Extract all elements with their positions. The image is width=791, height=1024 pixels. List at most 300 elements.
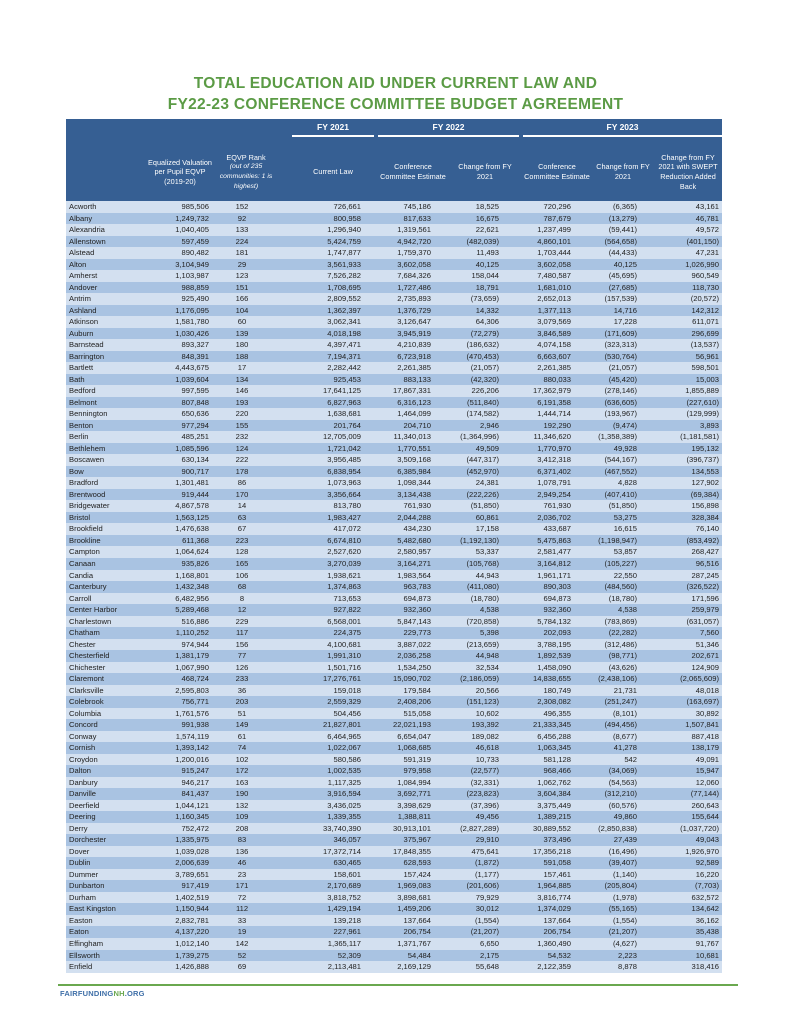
fy22-change-value: (32,331) (434, 777, 502, 789)
fy22-change-value: 53,337 (434, 546, 502, 558)
fy23-swept-value: (2,065,609) (640, 673, 722, 685)
fy22-change-value: (21,207) (434, 926, 502, 938)
col-fy22-estimate: Conference Committee Estimate (380, 162, 446, 181)
eqvp-rank: 178 (212, 466, 272, 478)
fy23-estimate-value: 2,122,359 (502, 961, 574, 973)
fy22-estimate-value: 157,424 (364, 869, 434, 881)
fy23-swept-value: 46,781 (640, 213, 722, 225)
current-law-value: 1,362,397 (272, 305, 364, 317)
fy22-estimate-value: 883,133 (364, 374, 434, 386)
fy23-swept-value: (20,572) (640, 293, 722, 305)
fy23-swept-value: 127,902 (640, 477, 722, 489)
fy23-change-value: (43,626) (574, 662, 640, 674)
fy23-estimate-value: 4,860,101 (502, 236, 574, 248)
fy23-estimate-value: 6,191,358 (502, 397, 574, 409)
fy22-change-value: (1,364,996) (434, 431, 502, 443)
fy23-swept-value: 138,179 (640, 742, 722, 754)
eqvp-value: 807,848 (146, 397, 212, 409)
fy22-change-value: (1,872) (434, 857, 502, 869)
eqvp-rank: 180 (212, 339, 272, 351)
col-current-law: Current Law (313, 167, 353, 177)
town-name: Acworth (66, 201, 146, 213)
table-row (66, 731, 722, 743)
fy23-estimate-value: 157,461 (502, 869, 574, 881)
current-law-value: 4,397,471 (272, 339, 364, 351)
eqvp-rank: 117 (212, 627, 272, 639)
fy23-estimate-value: 3,375,449 (502, 800, 574, 812)
fy22-change-value: (720,858) (434, 616, 502, 628)
eqvp-value: 974,944 (146, 639, 212, 651)
fy23-estimate-value: 2,949,254 (502, 489, 574, 501)
eqvp-rank: 229 (212, 616, 272, 628)
col-rank (216, 144, 276, 200)
table-row (66, 627, 722, 639)
fy23-estimate-value: 5,475,863 (502, 535, 574, 547)
fy23-swept-value: 10,681 (640, 950, 722, 962)
town-name: Alstead (66, 247, 146, 259)
table-row (66, 650, 722, 662)
fy23-estimate-value: 192,290 (502, 420, 574, 432)
eqvp-rank: 155 (212, 420, 272, 432)
eqvp-rank: 220 (212, 408, 272, 420)
fy22-estimate-value: 229,773 (364, 627, 434, 639)
footer-site-part1: FAIRFUNDING (60, 989, 114, 998)
current-law-value: 6,827,963 (272, 397, 364, 409)
fy22-change-value: (22,577) (434, 765, 502, 777)
current-law-value: 6,674,810 (272, 535, 364, 547)
fy22-change-value: 49,509 (434, 443, 502, 455)
table-row (66, 201, 722, 213)
eqvp-rank: 232 (212, 431, 272, 443)
eqvp-value: 1,085,596 (146, 443, 212, 455)
town-name: Bedford (66, 385, 146, 397)
eqvp-value: 1,067,990 (146, 662, 212, 674)
fy23-estimate-value: 373,496 (502, 834, 574, 846)
fy22-estimate-value: 1,098,344 (364, 477, 434, 489)
fy23-swept-value: 3,893 (640, 420, 722, 432)
fy23-change-value: (13,279) (574, 213, 640, 225)
fy22-estimate-value: 1,464,099 (364, 408, 434, 420)
eqvp-rank: 52 (212, 950, 272, 962)
eqvp-value: 915,247 (146, 765, 212, 777)
eqvp-value: 5,289,468 (146, 604, 212, 616)
fy23-swept-value: 43,161 (640, 201, 722, 213)
fy23-change-value: (105,227) (574, 558, 640, 570)
fy23-estimate-value: 1,961,171 (502, 570, 574, 582)
current-law-value: 2,809,552 (272, 293, 364, 305)
town-name: Effingham (66, 938, 146, 950)
fy23-change-value: 4,538 (574, 604, 640, 616)
fy23-estimate-value: 21,333,345 (502, 719, 574, 731)
current-law-value: 17,276,761 (272, 673, 364, 685)
current-law-value: 224,375 (272, 627, 364, 639)
col-rank-label: EQVP Rank (226, 152, 266, 162)
table-row (66, 535, 722, 547)
current-law-value: 813,780 (272, 500, 364, 512)
fy22-change-value: 10,733 (434, 754, 502, 766)
group-fy2021-label: FY 2021 (317, 122, 349, 132)
eqvp-value: 1,739,275 (146, 950, 212, 962)
town-name: Alton (66, 259, 146, 271)
fy22-change-value: (151,123) (434, 696, 502, 708)
eqvp-value: 1,168,801 (146, 570, 212, 582)
fy23-change-value: (205,804) (574, 880, 640, 892)
fy23-swept-value: (1,037,720) (640, 823, 722, 835)
fy23-swept-value: (1,181,581) (640, 431, 722, 443)
current-law-value: 726,661 (272, 201, 364, 213)
fy23-change-value: (45,420) (574, 374, 640, 386)
fy23-change-value: (1,140) (574, 869, 640, 881)
town-name: Atkinson (66, 316, 146, 328)
fy22-change-value: 11,493 (434, 247, 502, 259)
fy23-swept-value: 51,346 (640, 639, 722, 651)
current-law-value: 3,916,594 (272, 788, 364, 800)
town-name: Bennington (66, 408, 146, 420)
town-name: Canterbury (66, 581, 146, 593)
eqvp-value: 1,476,638 (146, 523, 212, 535)
table-row (66, 546, 722, 558)
fy23-change-value: 21,731 (574, 685, 640, 697)
fy22-estimate-value: 761,930 (364, 500, 434, 512)
fy23-swept-value: 171,596 (640, 593, 722, 605)
fy23-change-value: (4,627) (574, 938, 640, 950)
fy23-swept-value: 887,418 (640, 731, 722, 743)
eqvp-value: 985,506 (146, 201, 212, 213)
fy22-change-value: (222,226) (434, 489, 502, 501)
town-name: Amherst (66, 270, 146, 282)
eqvp-rank: 23 (212, 869, 272, 881)
table-row (66, 408, 722, 420)
table-row (66, 662, 722, 674)
fy23-change-value: (544,167) (574, 454, 640, 466)
fy22-change-value: 30,012 (434, 903, 502, 915)
eqvp-rank: 102 (212, 754, 272, 766)
current-law-value: 17,372,714 (272, 846, 364, 858)
eqvp-value: 1,040,405 (146, 224, 212, 236)
fy23-change-value: 27,439 (574, 834, 640, 846)
fy23-estimate-value: 30,889,552 (502, 823, 574, 835)
table-row (66, 892, 722, 904)
fy22-change-value: 20,566 (434, 685, 502, 697)
fy23-swept-value: 155,644 (640, 811, 722, 823)
current-law-value: 33,740,390 (272, 823, 364, 835)
eqvp-value: 1,393,142 (146, 742, 212, 754)
town-name: Columbia (66, 708, 146, 720)
town-name: Ashland (66, 305, 146, 317)
fy22-estimate-value: 3,898,681 (364, 892, 434, 904)
fy22-change-value: (482,039) (434, 236, 502, 248)
fy23-swept-value: 35,438 (640, 926, 722, 938)
eqvp-rank: 142 (212, 938, 272, 950)
town-name: Chichester (66, 662, 146, 674)
fy23-change-value: (1,358,389) (574, 431, 640, 443)
fy22-change-value: 18,525 (434, 201, 502, 213)
fy23-swept-value: 134,553 (640, 466, 722, 478)
eqvp-rank: 86 (212, 477, 272, 489)
eqvp-value: 3,104,949 (146, 259, 212, 271)
fy23-change-value: (1,554) (574, 915, 640, 927)
eqvp-rank: 156 (212, 639, 272, 651)
table-header (66, 119, 722, 201)
footer-divider (58, 984, 738, 986)
fy23-estimate-value: 433,687 (502, 523, 574, 535)
eqvp-rank: 19 (212, 926, 272, 938)
fy23-change-value: (44,433) (574, 247, 640, 259)
table-row (66, 374, 722, 386)
eqvp-value: 1,335,975 (146, 834, 212, 846)
fy23-swept-value: (129,999) (640, 408, 722, 420)
current-law-value: 1,002,535 (272, 765, 364, 777)
fy23-estimate-value: 890,303 (502, 581, 574, 593)
fy23-estimate-value: 14,838,655 (502, 673, 574, 685)
eqvp-value: 893,327 (146, 339, 212, 351)
fy22-change-value: 17,158 (434, 523, 502, 535)
fy23-change-value: (484,560) (574, 581, 640, 593)
fy23-estimate-value: 206,754 (502, 926, 574, 938)
fy22-change-value: 29,910 (434, 834, 502, 846)
eqvp-value: 919,444 (146, 489, 212, 501)
fy23-estimate-value: 17,362,979 (502, 385, 574, 397)
fy23-estimate-value: 968,466 (502, 765, 574, 777)
fy22-change-value: 32,534 (434, 662, 502, 674)
fy22-change-value: (1,177) (434, 869, 502, 881)
fy23-estimate-value: 6,456,288 (502, 731, 574, 743)
fy23-swept-value: 611,071 (640, 316, 722, 328)
fy22-change-value: (21,057) (434, 362, 502, 374)
fy23-swept-value: 76,140 (640, 523, 722, 535)
fy22-change-value: 10,602 (434, 708, 502, 720)
fy22-estimate-value: 2,735,893 (364, 293, 434, 305)
town-name: Allenstown (66, 236, 146, 248)
fy22-change-value: 24,381 (434, 477, 502, 489)
fy23-swept-value: 960,549 (640, 270, 722, 282)
fy23-estimate-value: 137,664 (502, 915, 574, 927)
current-law-value: 2,282,442 (272, 362, 364, 374)
town-name: Berlin (66, 431, 146, 443)
fy23-estimate-value: 1,444,714 (502, 408, 574, 420)
current-law-value: 1,747,877 (272, 247, 364, 259)
current-law-value: 1,296,940 (272, 224, 364, 236)
eqvp-rank: 123 (212, 270, 272, 282)
current-law-value: 3,356,664 (272, 489, 364, 501)
current-law-value: 1,501,716 (272, 662, 364, 674)
eqvp-rank: 190 (212, 788, 272, 800)
table-row (66, 247, 722, 259)
fy23-swept-value: (853,492) (640, 535, 722, 547)
fy23-change-value: (407,410) (574, 489, 640, 501)
fy23-swept-value: 16,220 (640, 869, 722, 881)
eqvp-value: 485,251 (146, 431, 212, 443)
table-row (66, 834, 722, 846)
fy22-estimate-value: 206,754 (364, 926, 434, 938)
education-aid-table (66, 119, 722, 973)
eqvp-value: 841,437 (146, 788, 212, 800)
title-line-1: TOTAL EDUCATION AID UNDER CURRENT LAW AND (193, 75, 598, 92)
group-fy2022 (378, 122, 519, 137)
eqvp-rank: 146 (212, 385, 272, 397)
fy23-estimate-value: 3,604,384 (502, 788, 574, 800)
fy23-swept-value: 49,043 (640, 834, 722, 846)
eqvp-value: 1,761,576 (146, 708, 212, 720)
current-law-value: 580,586 (272, 754, 364, 766)
fy23-change-value: (494,456) (574, 719, 640, 731)
eqvp-value: 630,134 (146, 454, 212, 466)
current-law-value: 5,424,759 (272, 236, 364, 248)
fy23-change-value: 49,928 (574, 443, 640, 455)
table-row (66, 639, 722, 651)
town-name: Bridgewater (66, 500, 146, 512)
town-name: Danbury (66, 777, 146, 789)
current-law-value: 2,170,689 (272, 880, 364, 892)
fy23-change-value: (564,658) (574, 236, 640, 248)
fy23-swept-value: (7,703) (640, 880, 722, 892)
fy22-estimate-value: 3,692,771 (364, 788, 434, 800)
fy22-change-value: 22,621 (434, 224, 502, 236)
fy23-change-value: 17,228 (574, 316, 640, 328)
fy22-change-value: (18,780) (434, 593, 502, 605)
fy22-change-value: 6,650 (434, 938, 502, 950)
eqvp-rank: 46 (212, 857, 272, 869)
fy22-change-value: (447,317) (434, 454, 502, 466)
eqvp-rank: 8 (212, 593, 272, 605)
town-name: Dublin (66, 857, 146, 869)
fy23-change-value: (6,365) (574, 201, 640, 213)
table-row (66, 397, 722, 409)
table-row (66, 903, 722, 915)
fy23-change-value: (251,247) (574, 696, 640, 708)
fy22-estimate-value: 2,580,957 (364, 546, 434, 558)
current-law-value: 1,938,621 (272, 570, 364, 582)
fy22-change-value: (470,453) (434, 351, 502, 363)
eqvp-rank: 149 (212, 719, 272, 731)
town-name: Cornish (66, 742, 146, 754)
fy22-estimate-value: 179,584 (364, 685, 434, 697)
fy23-estimate-value: 180,749 (502, 685, 574, 697)
eqvp-value: 1,150,944 (146, 903, 212, 915)
town-name: Dalton (66, 765, 146, 777)
current-law-value: 6,838,954 (272, 466, 364, 478)
current-law-value: 6,464,965 (272, 731, 364, 743)
current-law-value: 227,961 (272, 926, 364, 938)
fy22-estimate-value: 1,534,250 (364, 662, 434, 674)
fy23-estimate-value: 11,346,620 (502, 431, 574, 443)
current-law-value: 713,653 (272, 593, 364, 605)
footer-site-link[interactable] (60, 989, 145, 998)
table-row (66, 259, 722, 271)
fy22-estimate-value: 17,848,355 (364, 846, 434, 858)
fy23-change-value: (27,685) (574, 282, 640, 294)
table-row (66, 512, 722, 524)
fy23-swept-value: 96,516 (640, 558, 722, 570)
eqvp-value: 1,381,179 (146, 650, 212, 662)
eqvp-value: 848,391 (146, 351, 212, 363)
town-name: Concord (66, 719, 146, 731)
table-row (66, 938, 722, 950)
current-law-value: 1,991,310 (272, 650, 364, 662)
table-row (66, 754, 722, 766)
eqvp-value: 890,482 (146, 247, 212, 259)
current-law-value: 1,708,695 (272, 282, 364, 294)
eqvp-value: 4,137,220 (146, 926, 212, 938)
fy22-change-value: (51,850) (434, 500, 502, 512)
fy23-estimate-value: 17,356,218 (502, 846, 574, 858)
eqvp-rank: 171 (212, 880, 272, 892)
table-row (66, 857, 722, 869)
eqvp-value: 1,301,481 (146, 477, 212, 489)
table-body (66, 201, 722, 973)
current-law-value: 3,436,025 (272, 800, 364, 812)
fy23-change-value: 8,878 (574, 961, 640, 973)
town-name: Durham (66, 892, 146, 904)
fy22-estimate-value: 1,319,561 (364, 224, 434, 236)
current-law-value: 2,527,620 (272, 546, 364, 558)
fy22-estimate-value: 2,036,258 (364, 650, 434, 662)
fy23-estimate-value: 3,788,195 (502, 639, 574, 651)
fy23-change-value: 40,125 (574, 259, 640, 271)
fy23-change-value: (278,146) (574, 385, 640, 397)
town-name: Barnstead (66, 339, 146, 351)
town-name: Belmont (66, 397, 146, 409)
eqvp-rank: 132 (212, 800, 272, 812)
fy23-swept-value: (396,737) (640, 454, 722, 466)
fy22-estimate-value: 3,164,271 (364, 558, 434, 570)
fy23-estimate-value: 3,079,569 (502, 316, 574, 328)
town-name: Deering (66, 811, 146, 823)
fy22-estimate-value: 817,633 (364, 213, 434, 225)
eqvp-rank: 104 (212, 305, 272, 317)
fy22-estimate-value: 1,388,811 (364, 811, 434, 823)
eqvp-rank: 208 (212, 823, 272, 835)
fy23-change-value: 22,550 (574, 570, 640, 582)
eqvp-rank: 68 (212, 581, 272, 593)
fy23-change-value: (171,609) (574, 328, 640, 340)
group-fy2023 (523, 122, 722, 137)
table-row (66, 880, 722, 892)
current-law-value: 3,956,485 (272, 454, 364, 466)
fy23-swept-value: 156,898 (640, 500, 722, 512)
table-row (66, 489, 722, 501)
table-row (66, 811, 722, 823)
eqvp-rank: 170 (212, 489, 272, 501)
fy22-change-value: (42,320) (434, 374, 502, 386)
fy23-swept-value: 124,909 (640, 662, 722, 674)
fy23-swept-value: (13,537) (640, 339, 722, 351)
fy22-change-value: (452,970) (434, 466, 502, 478)
fy22-change-value: (1,192,130) (434, 535, 502, 547)
town-name: Eaton (66, 926, 146, 938)
eqvp-value: 1,110,252 (146, 627, 212, 639)
fy23-swept-value: 48,018 (640, 685, 722, 697)
town-name: Bristol (66, 512, 146, 524)
fy23-change-value: 2,223 (574, 950, 640, 962)
eqvp-value: 1,103,987 (146, 270, 212, 282)
fy23-swept-value: 91,767 (640, 938, 722, 950)
fy23-estimate-value: 932,360 (502, 604, 574, 616)
town-name: Barrington (66, 351, 146, 363)
fy23-change-value: (157,539) (574, 293, 640, 305)
fy23-estimate-value: 761,930 (502, 500, 574, 512)
fy22-change-value: 44,943 (434, 570, 502, 582)
eqvp-rank: 223 (212, 535, 272, 547)
current-law-value: 3,561,933 (272, 259, 364, 271)
fy23-estimate-value: 591,058 (502, 857, 574, 869)
table-row (66, 224, 722, 236)
table-row (66, 593, 722, 605)
fy23-estimate-value: 1,681,010 (502, 282, 574, 294)
town-name: Brookfield (66, 523, 146, 535)
eqvp-rank: 188 (212, 351, 272, 363)
eqvp-value: 650,636 (146, 408, 212, 420)
